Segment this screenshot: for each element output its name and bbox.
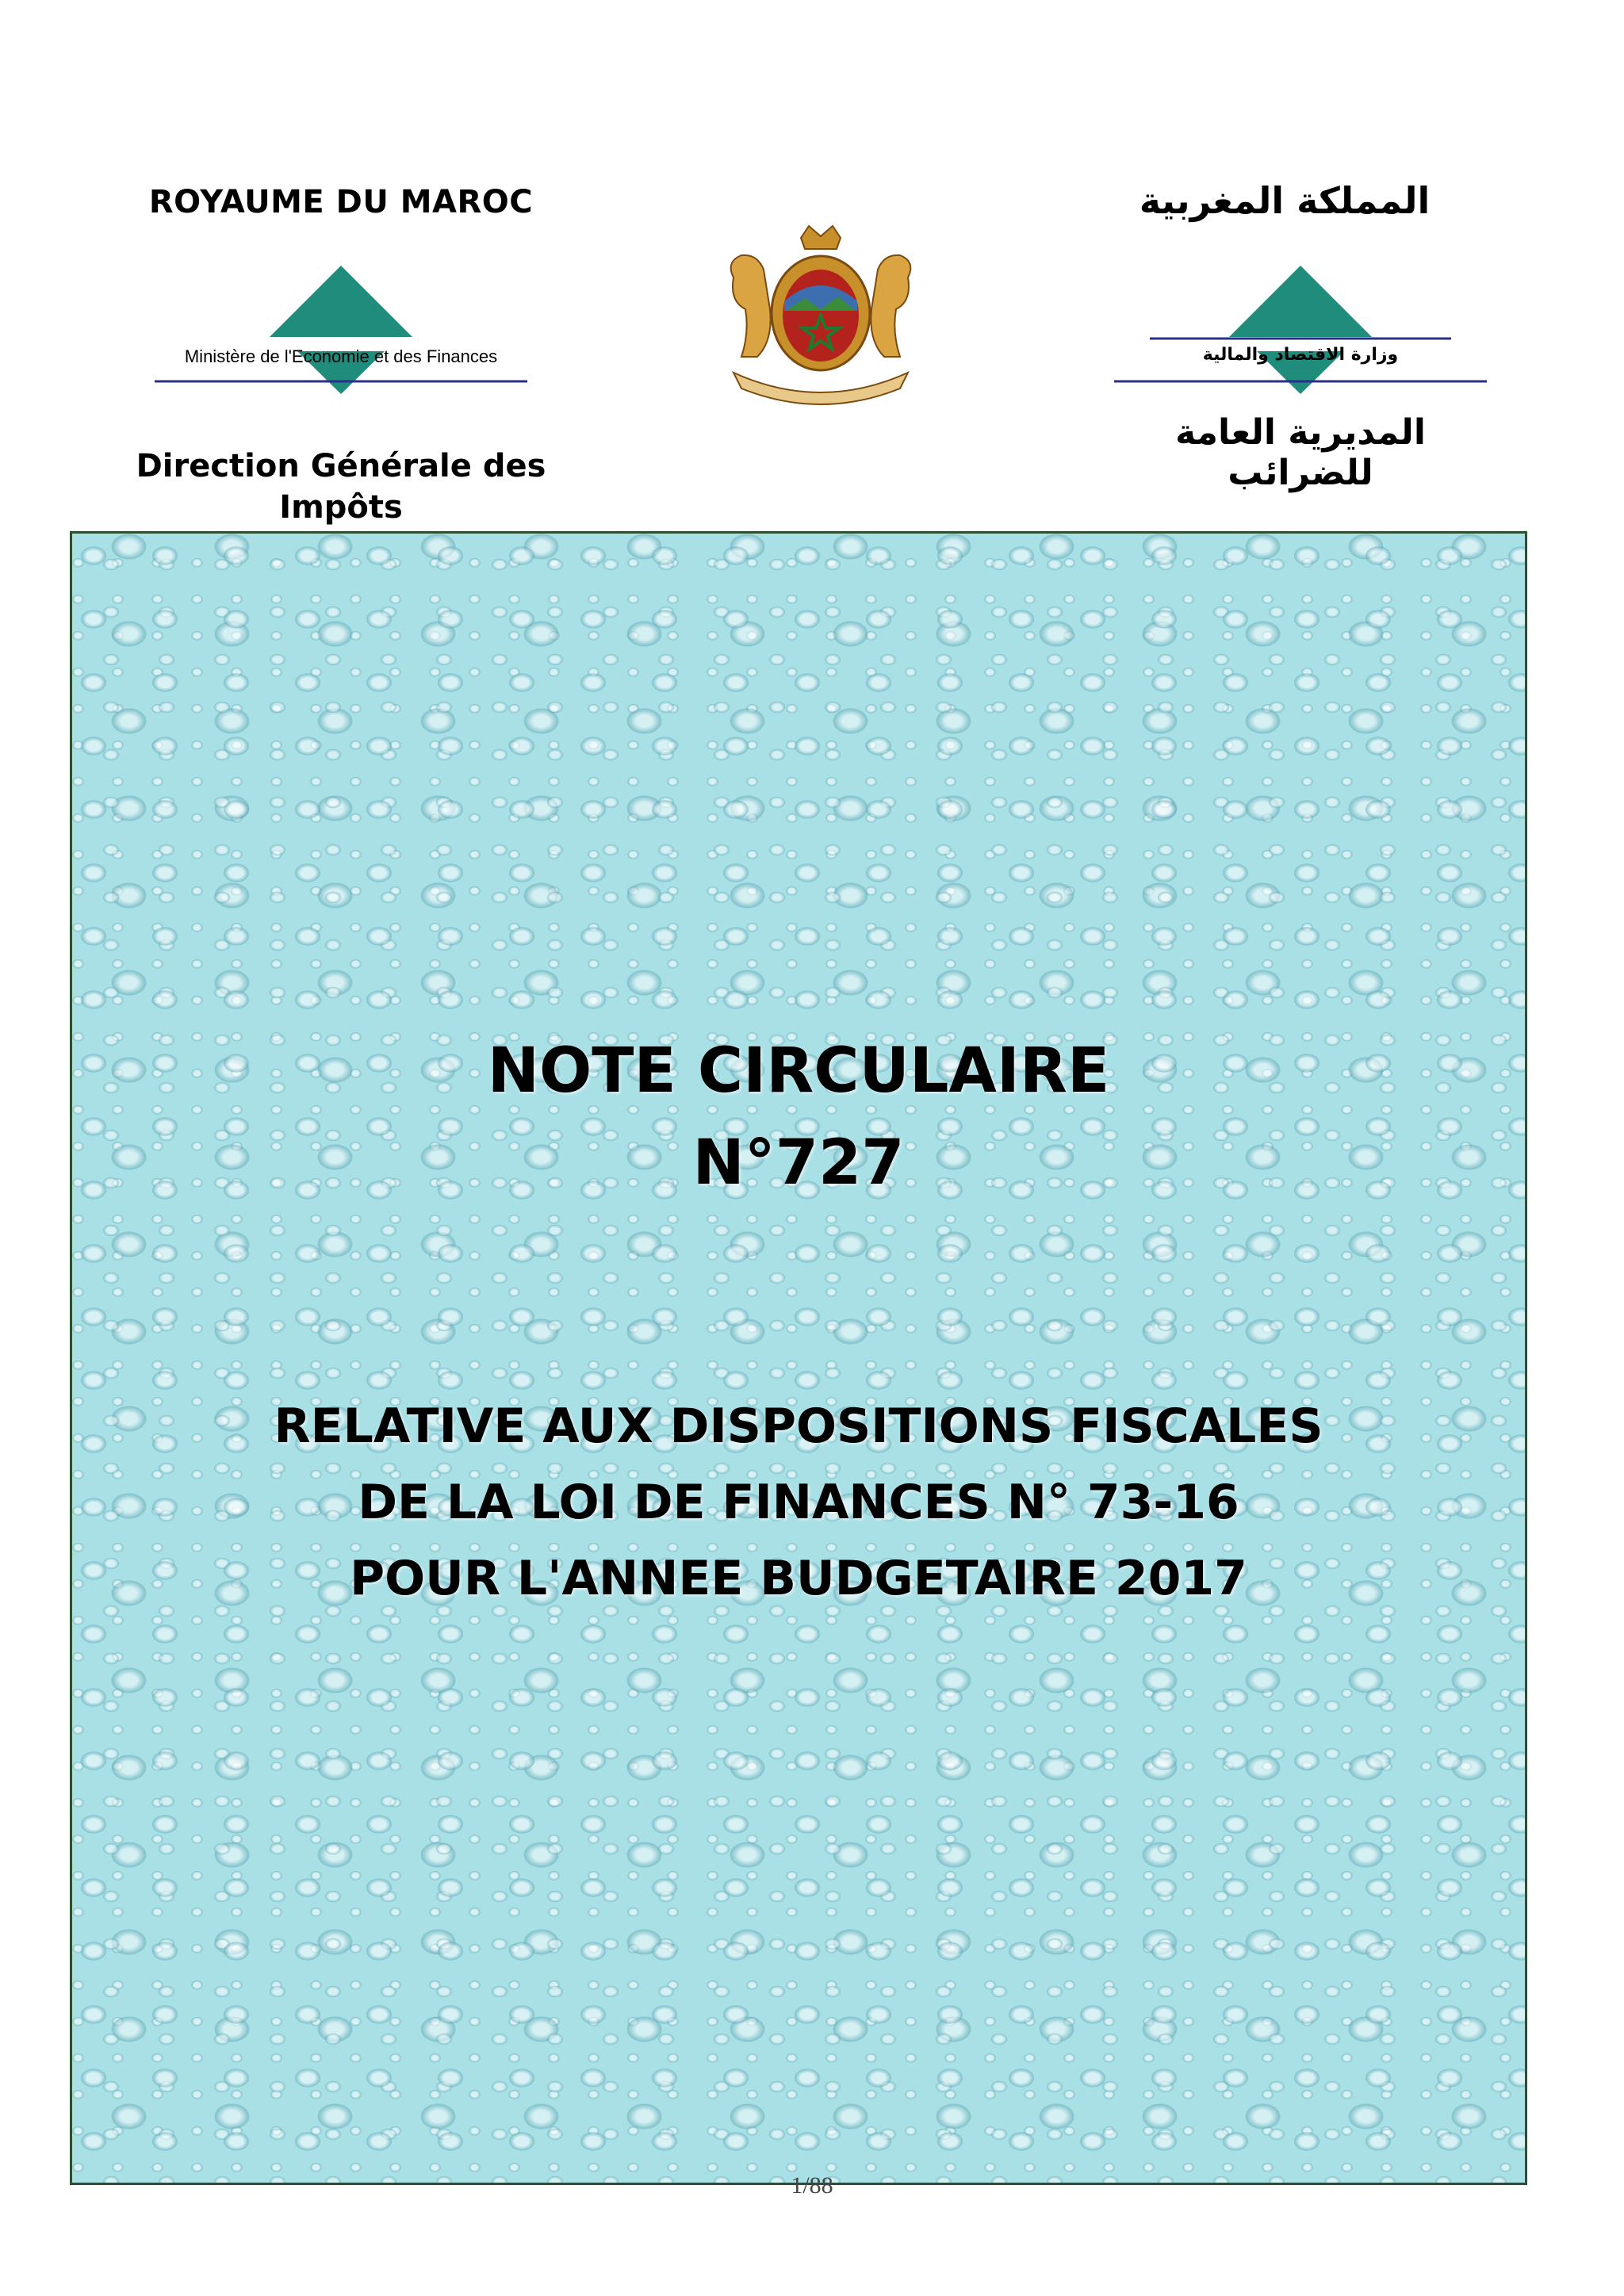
country-name-ar: المملكة المغربية [1139, 179, 1431, 222]
coat-of-arms-icon [702, 222, 940, 412]
ministry-label-ar: وزارة الاقتصاد والمالية [1202, 345, 1399, 365]
ministry-logo-mark [151, 266, 531, 408]
ministry-logo-ar [1110, 266, 1491, 408]
circular-title-line-1: NOTE CIRCULAIRE [487, 1035, 1110, 1107]
subtitle-line-2: DE LA LOI DE FINANCES N° 73-16 [358, 1475, 1239, 1530]
subtitle-line-1: RELATIVE AUX DISPOSITIONS FISCALES [274, 1399, 1323, 1454]
cover-panel [70, 531, 1527, 2185]
ministry-logo-mark-ar [1110, 266, 1491, 408]
country-name-fr: ROYAUME DU MAROC [148, 184, 534, 220]
subtitle-line-3: POUR L'ANNEE BUDGETAIRE 2017 [350, 1551, 1247, 1606]
page-number: 1/88 [791, 2172, 833, 2198]
circular-title [72, 1025, 1525, 1209]
direction-line-2: Impôts [279, 489, 403, 526]
circular-subtitle [72, 1388, 1525, 1617]
direction-name-fr [119, 446, 563, 528]
ministry-logo-fr [151, 266, 531, 408]
circular-number: N°727 [692, 1127, 905, 1199]
direction-line-1: Direction Générale des [136, 448, 546, 484]
coat-of-arms-emblem [702, 222, 940, 412]
direction-name-ar: المديرية العامة للضرائب [1175, 412, 1426, 493]
ministry-label-fr: Ministère de l'Economie et des Finances [184, 346, 498, 366]
